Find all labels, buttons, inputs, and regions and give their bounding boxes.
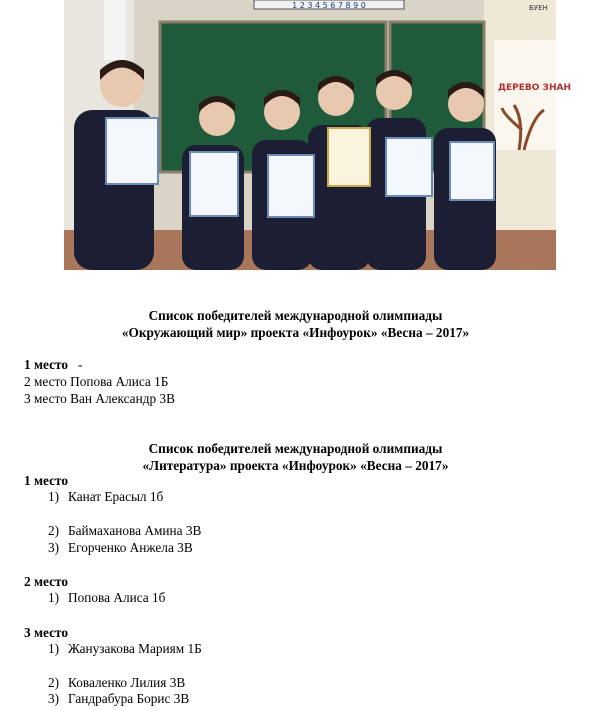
place-1-value: - [78, 357, 83, 372]
list-item-name: Жанузакова Мариям 1Б [68, 641, 202, 656]
list-item [48, 523, 201, 539]
list-item-name: Егорченко Анжела 3В [68, 540, 193, 555]
list-item-number: 1) [48, 641, 60, 656]
list-item-name: Попова Алиса 1б [68, 590, 166, 605]
class-photo [64, 0, 571, 270]
list-item-name: Гандрабура Борис 3В [68, 691, 190, 706]
list-item [48, 590, 165, 606]
list-item-number: 3) [48, 540, 60, 555]
list-item [48, 675, 185, 691]
sign-text: БУЕН [529, 4, 548, 12]
list-item-name: Коваленко Лилия 3В [68, 675, 186, 690]
list-item [48, 691, 189, 707]
list-item [48, 489, 163, 505]
list-item-name: Баймаханова Амина 3В [68, 523, 202, 538]
title-line-2: «Окружающий мир» проекта «Инфоурок» «Весна – 2017» [121, 325, 470, 340]
place-1-row [24, 357, 82, 373]
list-item-number: 2) [48, 523, 60, 538]
list-item [48, 540, 193, 556]
title-line-1: Список победителей международной олимпиады [148, 441, 443, 456]
place-2-row: 2 место Попова Алиса 1Б [24, 374, 169, 389]
list-item-number: 2) [48, 675, 60, 690]
wall-number-strip: 1 2 3 4 5 6 7 8 9 0 [292, 1, 366, 10]
list-item-number: 1) [48, 590, 60, 605]
group-1-label: 1 место [24, 473, 69, 488]
title-line-1: Список победителей международной олимпиады [148, 308, 443, 323]
place-3-row: 3 место Ван Александр 3В [24, 391, 175, 406]
group-3-label: 3 место [24, 625, 69, 640]
place-1-label: 1 место [24, 357, 69, 372]
tree-banner-text: ДЕРЕВО ЗНАН [498, 83, 571, 93]
group-2-label: 2 место [24, 574, 69, 589]
list-item-number: 1) [48, 489, 60, 504]
list-item-number: 3) [48, 691, 60, 706]
title-line-2: «Литература» проекта «Инфоурок» «Весна – 2017» [142, 458, 449, 473]
list-item [48, 641, 202, 657]
olympiad-title-environment [0, 307, 591, 341]
list-item-name: Канат Ерасыл 1б [68, 489, 164, 504]
olympiad-title-literature [0, 440, 591, 474]
class-photo-illustration [64, 0, 571, 270]
